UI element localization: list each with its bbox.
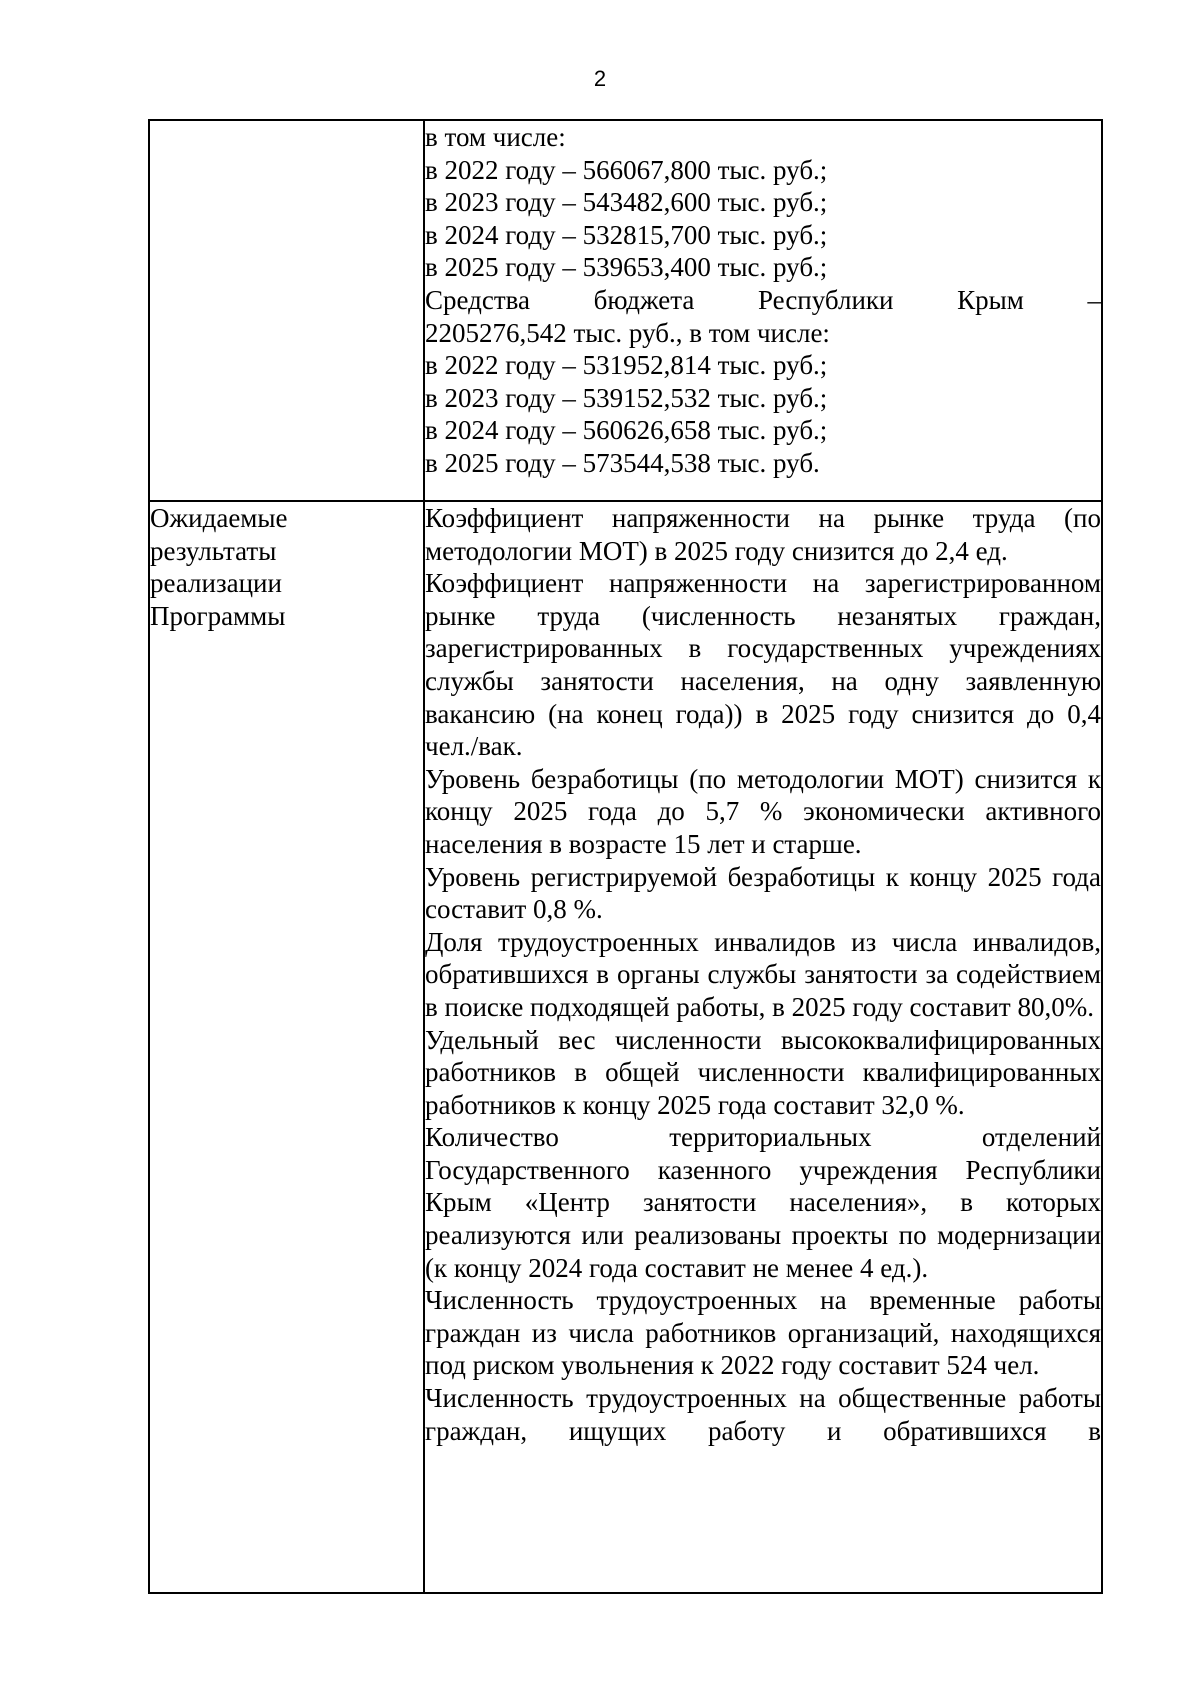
result-paragraph: Удельный вес численности высококвалифицированных работников в общей численности квалифицированных работников к концу 2025 года составит 32,0 %. bbox=[425, 1024, 1101, 1120]
page-number: 2 bbox=[593, 66, 607, 91]
row-label-line: результаты bbox=[150, 535, 277, 566]
finance-republic-budget-line: Средства бюджета Республики Крым – bbox=[425, 284, 1101, 315]
finance-line: в том числе: bbox=[425, 122, 566, 152]
table-row-expected-results bbox=[149, 501, 1102, 1593]
finance-line: в 2025 году – 539653,400 тыс. руб.; bbox=[425, 252, 828, 283]
expected-results-label-cell bbox=[149, 501, 424, 1593]
finance-line: в 2025 году – 573544,538 тыс. руб. bbox=[425, 447, 820, 478]
finance-line: в 2024 году – 560626,658 тыс. руб.; bbox=[425, 415, 828, 446]
financing-label-cell bbox=[149, 120, 424, 501]
finance-line: в 2024 году – 532815,700 тыс. руб.; bbox=[425, 219, 828, 250]
finance-line: в 2022 году – 531952,814 тыс. руб.; bbox=[425, 350, 828, 381]
table-row-financing bbox=[149, 120, 1102, 501]
result-paragraph: Доля трудоустроенных инвалидов из числа инвалидов, обратившихся в органы службы занятости за содействием в поиске подходящей работы, в 2025 году составит 80,0%. bbox=[425, 926, 1101, 1022]
result-paragraph: Численность трудоустроенных на временные работы граждан из числа работников организаций, находящихся под риском увольнения к 2022 году составит 524 чел. bbox=[425, 1285, 1101, 1381]
result-paragraph: Коэффициент напряженности на рынке труда (по методологии МОТ) в 2025 году снизится до 2,4 ед. bbox=[425, 503, 1101, 566]
result-paragraph: Коэффициент напряженности на зарегистрированном рынке труда (численность незанятых граждан, зарегистрированных в государственных учреждениях службы занятости населения, на одну заявленную вакансию (на конец года)) в 2025 году снизится до 0,4 чел./вак. bbox=[425, 568, 1101, 762]
finance-line: в 2023 году – 543482,600 тыс. руб.; bbox=[425, 187, 828, 218]
result-paragraph: Уровень регистрируемой безработицы к концу 2025 года составит 0,8 %. bbox=[425, 861, 1101, 925]
result-paragraph: Количество территориальных отделений Государственного казенного учреждения Республики Крым «Центр занятости населения», в которых реализуются или реализованы проекты по модернизации (к концу 2024 года составит не менее 4 ед.). bbox=[425, 1122, 1101, 1283]
result-paragraph-continued: Численность трудоустроенных на общественные работы граждан, ищущих работу и обратившихся в bbox=[425, 1383, 1101, 1446]
expected-results-value-cell bbox=[424, 501, 1102, 1593]
row-label-line: Ожидаемые bbox=[150, 503, 288, 533]
finance-line: в 2022 году – 566067,800 тыс. руб.; bbox=[425, 154, 828, 185]
finance-republic-budget-total: 2205276,542 тыс. руб., в том числе: bbox=[425, 317, 830, 348]
financing-value-cell bbox=[424, 120, 1102, 501]
result-paragraph: Уровень безработицы (по методологии МОТ) снизится к концу 2025 года до 5,7 % экономически активного населения в возрасте 15 лет и старше. bbox=[425, 763, 1101, 859]
finance-line: в 2023 году – 539152,532 тыс. руб.; bbox=[425, 382, 828, 413]
row-label-line: Программы bbox=[150, 600, 286, 631]
passport-table bbox=[148, 119, 1103, 1594]
row-label-line: реализации bbox=[150, 568, 282, 599]
